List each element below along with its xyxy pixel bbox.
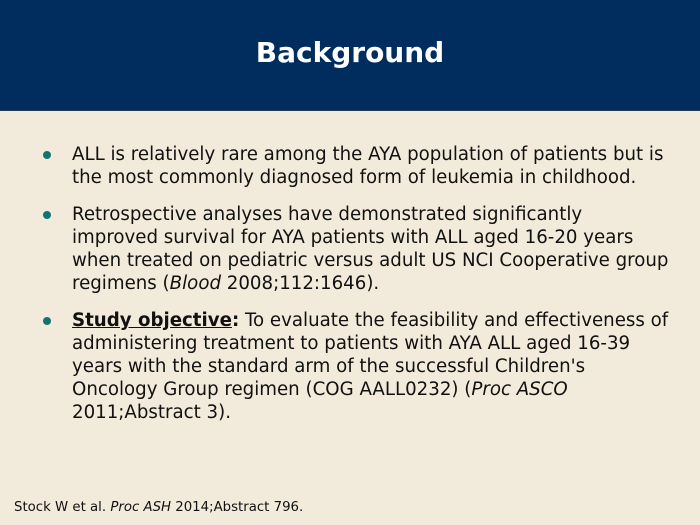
bullet-text: Retrospective analyses have demonstrated significantly improved survival for AYA patients with ALL aged 16-20 years when treated on pediatric versus adult US NCI Cooperative group regimens ( <box>72 204 669 294</box>
journal-name: Proc ASCO <box>471 379 568 400</box>
bullet-item-retrospective <box>43 203 673 295</box>
study-objective-label: Study objective <box>72 310 232 331</box>
citation-text: 2011;Abstract 3). <box>72 402 231 423</box>
bullet-list <box>43 143 673 438</box>
footer-journal: Proc ASH <box>110 500 172 515</box>
bullet-dot-icon <box>43 211 51 219</box>
footer-reference: 2014;Abstract 796. <box>171 500 304 515</box>
footer-authors: Stock W et al. <box>14 500 111 515</box>
slide-title: Background <box>255 35 445 69</box>
label-colon: : <box>231 310 240 331</box>
bullet-item-study-objective <box>43 309 673 424</box>
bullet-item-prevalence <box>43 143 673 189</box>
journal-name: Blood <box>169 273 221 294</box>
bullet-dot-icon <box>43 317 51 325</box>
bullet-dot-icon <box>43 151 51 159</box>
slide-header <box>0 0 700 111</box>
bullet-text: To evaluate the feasibility and effectiveness of administering treatment to patients with AYA ALL aged 16-39 years with the standard arm of the successful Children's Oncology Group regimen (COG AALL0232) ( <box>72 310 669 400</box>
citation-text: 2008;112:1646). <box>221 273 380 294</box>
bullet-text: ALL is relatively rare among the AYA population of patients but is the most commonly diagnosed form of leukemia in childhood. <box>72 144 664 188</box>
footer-citation <box>14 500 303 515</box>
